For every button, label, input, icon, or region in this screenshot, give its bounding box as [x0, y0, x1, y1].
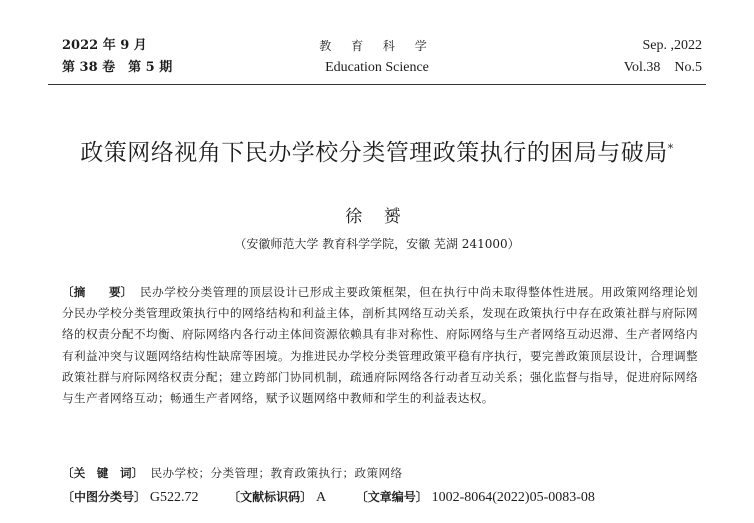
- keywords-text: 民办学校；分类管理；教育政策执行；政策网络: [150, 466, 403, 480]
- doc-code-label: 〔文献标识码〕: [228, 490, 313, 504]
- header-rule: [48, 84, 706, 85]
- issue-volume-en: Vol.38 No.5: [623, 60, 702, 75]
- keywords-line: [62, 465, 702, 481]
- author-name: 徐 赟: [345, 207, 409, 227]
- article-title-block: [0, 138, 754, 168]
- journal-name-en: Education Science: [325, 60, 429, 75]
- abstract-label: 〔摘 要〕: [62, 285, 133, 299]
- journal-name-cn: 教 育 科 学: [319, 39, 435, 53]
- abstract-paragraph: [62, 282, 698, 409]
- article-number-label: 〔文章编号〕: [355, 490, 428, 504]
- issue-date-en: Sep. ,2022: [642, 38, 702, 53]
- article-number-value: 1002-8064(2022)05-0083-08: [431, 490, 595, 505]
- keywords-label: 〔关 键 词〕: [62, 466, 144, 480]
- issue-date-cn: 2022 年 9 月: [62, 38, 147, 53]
- clc-value: G522.72: [149, 490, 199, 505]
- doc-code-value: A: [315, 490, 327, 505]
- title-footnote-mark: *: [667, 142, 674, 155]
- article-title: 政策网络视角下民办学校分类管理政策执行的困局与破局: [80, 140, 668, 166]
- classification-line: [62, 489, 722, 506]
- clc-label: 〔中图分类号〕: [62, 490, 147, 504]
- running-head-right: [624, 38, 702, 76]
- abstract-text: 民办学校分类管理的顶层设计已形成主要政策框架，但在执行中尚未取得整体性进展。用政策网络理论划分民办学校分类管理政策执行中的网络结构和利益主体，剖析其网络互动关系，发现在政策执行中存在政策社群与府际网络的权责分配不均衡、府际网络内各行动主体间资源依赖具有非对称性、府际网络与生产者网络互动迟滞、生产者网络内有利益冲突与议题网络结构性缺席等困境。为推进民办学校分类管理政策平稳有序执行，要完善政策顶层设计，合理调整政策社群与府际网络权责分配；建立跨部门协同机制，疏通府际网络各行动者互动关系；强化监督与指导，促进府际网络与生产者网络互动；畅通生产者网络，赋予议题网络中教师和学生的利益表达权。: [62, 285, 698, 406]
- author-affiliation: （安徽师范大学 教育科学学院，安徽 芜湖 241000）: [234, 237, 520, 251]
- issue-volume-cn: 第 38 卷 第 5 期: [62, 60, 173, 75]
